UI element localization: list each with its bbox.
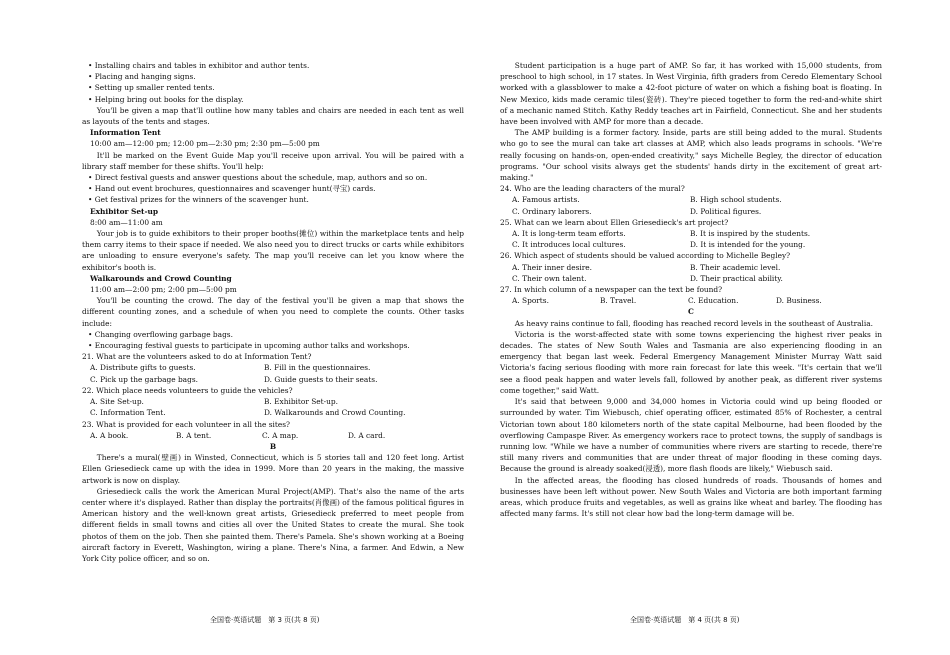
bullet-item: • Installing chairs and tables in exhibitor and author tents. [88, 61, 310, 70]
options-row [82, 396, 464, 407]
option-c[interactable]: C. Ordinary laborers. [512, 206, 592, 216]
question-26: 26. Which aspect of students should be valued according to Michelle Begley? [500, 251, 791, 261]
bullet-item: • Helping bring out books for the display. [88, 94, 244, 104]
option-a[interactable]: A. Sports. [512, 296, 549, 306]
bullet-item: • Get festival prizes for the winners of the scavenger hunt. [88, 195, 309, 205]
option-a[interactable]: A. It is long-term team efforts. [512, 229, 626, 239]
time-slot: 10:00 am—12:00 pm; 12:00 pm—2:30 pm; 2:30 pm—5:00 pm [90, 139, 320, 149]
options-row [82, 362, 464, 373]
section-heading: Walkarounds and Crowd Counting [90, 273, 232, 283]
option-d[interactable]: D. Guide guests to their seats. [264, 374, 378, 384]
option-b[interactable]: B. Their academic level. [690, 262, 781, 272]
options-row [500, 206, 882, 217]
options-row [500, 239, 882, 250]
bullet-item: • Direct festival guests and answer questions about the schedule, map, authors and so on. [88, 173, 428, 183]
option-a[interactable]: A. Distribute gifts to guests. [90, 363, 196, 373]
option-c[interactable]: C. Their own talent. [512, 273, 587, 283]
bullet-item: • Encouraging festival guests to participate in upcoming author talks and workshops. [88, 341, 410, 351]
option-c[interactable]: C. Pick up the garbage bags. [90, 374, 198, 384]
bullet-item: • Changing overflowing garbage bags. [88, 329, 233, 339]
question-25: 25. What can we learn about Ellen Griesedieck's art project? [500, 217, 729, 227]
options-row [500, 273, 882, 284]
option-d[interactable]: D. Their practical ability. [690, 273, 783, 283]
option-a[interactable]: A. Famous artists. [512, 195, 580, 205]
option-b[interactable]: B. A tent. [176, 430, 212, 440]
paragraph: Griesedieck calls the work the American Mural Project(AMP). That's also the name of the arts center where it's displayed. Rather than display the portraits(肖像画) of the famous political figures in American history and the well-known great artists, Griesedieck preferred to meet people from different fields in small towns and cities all over the United States to create the mural. She took photos of them on the job. Then she painted them. There's Pamela. She's shown working at a Boeing aircraft factory in Everett, Washington, wiring a plane. There's Nina, a farmer. And Edwin, a New York City police officer, and so on. [82, 486, 464, 563]
paragraph: In the affected areas, the flooding has closed hundreds of roads. Thousands of homes and businesses have been left without power. New South Wales and Victoria are both important farming areas, which produce fruits and vegetables, as well as grains like wheat and barley. The flooding has affected many farms. It's still not clear how bad the long-term damage will be. [500, 475, 882, 519]
paragraph: Student participation is a huge part of AMP. So far, it has worked with 15,000 students, from preschool to high school, in 17 states. In West Virginia, fifth graders from Ceredo Elementary School worked with a glassblower to make a 42-foot picture of water on which a fishing boat is floating. In New Mexico, kids made ceramic tiles(瓷砖). They're pieced together to form the red-and-white shirt of a mechanic named Stitch. Kathy Reddy teaches art in Fairfield, Connecticut. She and her students have been involved with AMP for more than a decade. [500, 61, 882, 127]
paragraph: It'll be marked on the Event Guide Map you'll receive upon arrival. You will be paired with a library staff member for these shifts. You'll help: [82, 150, 464, 171]
paragraph: There's a mural(壁画) in Winsted, Connecticut, which is 5 stories tall and 120 feet long. Artist Ellen Griesedieck came up with the idea in 1999. More than 20 years in the making, the massive artwork is now on display. [82, 453, 464, 485]
options-row [82, 407, 464, 418]
option-d[interactable]: D. Political figures. [690, 206, 762, 216]
left-page-column [82, 60, 464, 564]
options-row [500, 194, 882, 205]
options-row [500, 295, 882, 306]
options-row [82, 374, 464, 385]
options-row [82, 430, 464, 441]
options-row [500, 228, 882, 239]
paragraph: Victoria is the worst-affected state with some towns experiencing the highest river peaks in decades. The states of New South Wales and Tasmania are also experiencing flooding in an emergency that began last week. Federal Emergency Management Minister Murray Watt said Victoria's facing serious flooding with more rain forecast for late this week. "It's certain that we'll see a flood peak happen and water levels fall, followed by another peak, as different river systems come together," said Watt. [500, 329, 882, 395]
bullet-item: • Hand out event brochures, questionnaires and scavenger hunt(寻宝) cards. [88, 184, 376, 194]
section-heading: Information Tent [90, 128, 161, 138]
options-row [500, 262, 882, 273]
option-d[interactable]: D. Business. [776, 296, 822, 306]
page-footer-right: 全国卷·英语试题 第 4 页(共 8 页) [630, 616, 740, 624]
option-b[interactable]: B. Fill in the questionnaires. [264, 363, 371, 373]
question-24: 24. Who are the leading characters of the mural? [500, 184, 685, 194]
option-a[interactable]: A. Their inner desire. [512, 262, 593, 272]
paragraph: As heavy rains continue to fall, flooding has reached record levels in the southeast of Australia. [514, 318, 873, 328]
option-c[interactable]: C. Information Tent. [90, 408, 166, 418]
section-heading: Exhibitor Set-up [90, 206, 159, 216]
option-d[interactable]: D. Walkarounds and Crowd Counting. [264, 408, 406, 418]
paragraph: You'll be counting the crowd. The day of the festival you'll be given a map that shows the different counting zones, and a schedule of when you need to complete the counts. Other tasks include: [82, 296, 464, 328]
paragraph: Your job is to guide exhibitors to their proper booths(摊位) within the marketplace tents and help them carry items to their space if needed. We also need you to direct trucks or carts while exhibitors are unloading to ensure everyone's safety. The map you'll receive can let you know where the exhibitor's booth is. [82, 229, 464, 272]
option-d[interactable]: D. A card. [348, 430, 386, 440]
option-a[interactable]: A. Site Set-up. [90, 397, 144, 407]
time-slot: 11:00 am—2:00 pm; 2:00 pm—5:00 pm [90, 285, 237, 295]
question-27: 27. In which column of a newspaper can the text be found? [500, 285, 723, 295]
option-b[interactable]: B. It is inspired by the students. [690, 229, 811, 239]
option-b[interactable]: B. High school students. [690, 195, 782, 205]
section-label-c: C [688, 307, 694, 317]
paragraph: It's said that between 9,000 and 34,000 homes in Victoria could wind up being flooded or surrounded by water. Tim Wiebusch, chief operating officer, estimated 85% of Rochester, a central Victorian town about 180 kilometers north of the state capital Melbourne, had been flooded by the overflowing Campaspe River. As emergency workers race to protect towns, the supply of sandbags is running low. "While we have a number of communities where rivers are starting to recede, there're still many rivers and communities that are under threat of major flooding in these coming days. Because the ground is already soaked(浸透), more flash floods are likely," Wiebusch said. [500, 397, 882, 474]
question-21: 21. What are the volunteers asked to do at Information Tent? [82, 352, 312, 362]
option-c[interactable]: C. It introduces local cultures. [512, 240, 626, 250]
paragraph: The AMP building is a former factory. Inside, parts are still being added to the mural. Students who go to see the mural can take art classes at AMP, which also leads programs in schools. "We're really focusing on hands-on, open-ended creativity," says Michelle Begley, the director of education programs. "Our school visits always get the students' hands dirty in the excitement of great art-making." [500, 128, 882, 183]
bullet-item: • Placing and hanging signs. [88, 72, 196, 82]
question-23: 23. What is provided for each volunteer in all the sites? [82, 419, 290, 429]
option-c[interactable]: C. A map. [262, 430, 299, 440]
option-a[interactable]: A. A book. [90, 430, 129, 440]
question-22: 22. Which place needs volunteers to guide the vehicles? [82, 385, 293, 395]
time-slot: 8:00 am—11:00 am [90, 217, 163, 227]
paragraph: You'll be given a map that'll outline how many tables and chairs are needed in each tent as well as layouts of the tents and stages. [82, 105, 464, 127]
section-label-b: B [269, 441, 277, 451]
right-page-column [500, 60, 882, 519]
option-b[interactable]: B. Exhibitor Set-up. [264, 397, 338, 407]
bullet-item: • Setting up smaller rented tents. [88, 83, 215, 93]
option-b[interactable]: B. Travel. [600, 296, 637, 306]
page-footer-left: 全国卷·英语试题 第 3 页(共 8 页) [210, 616, 320, 624]
option-c[interactable]: C. Education. [688, 296, 739, 306]
option-d[interactable]: D. It is intended for the young. [690, 240, 806, 250]
